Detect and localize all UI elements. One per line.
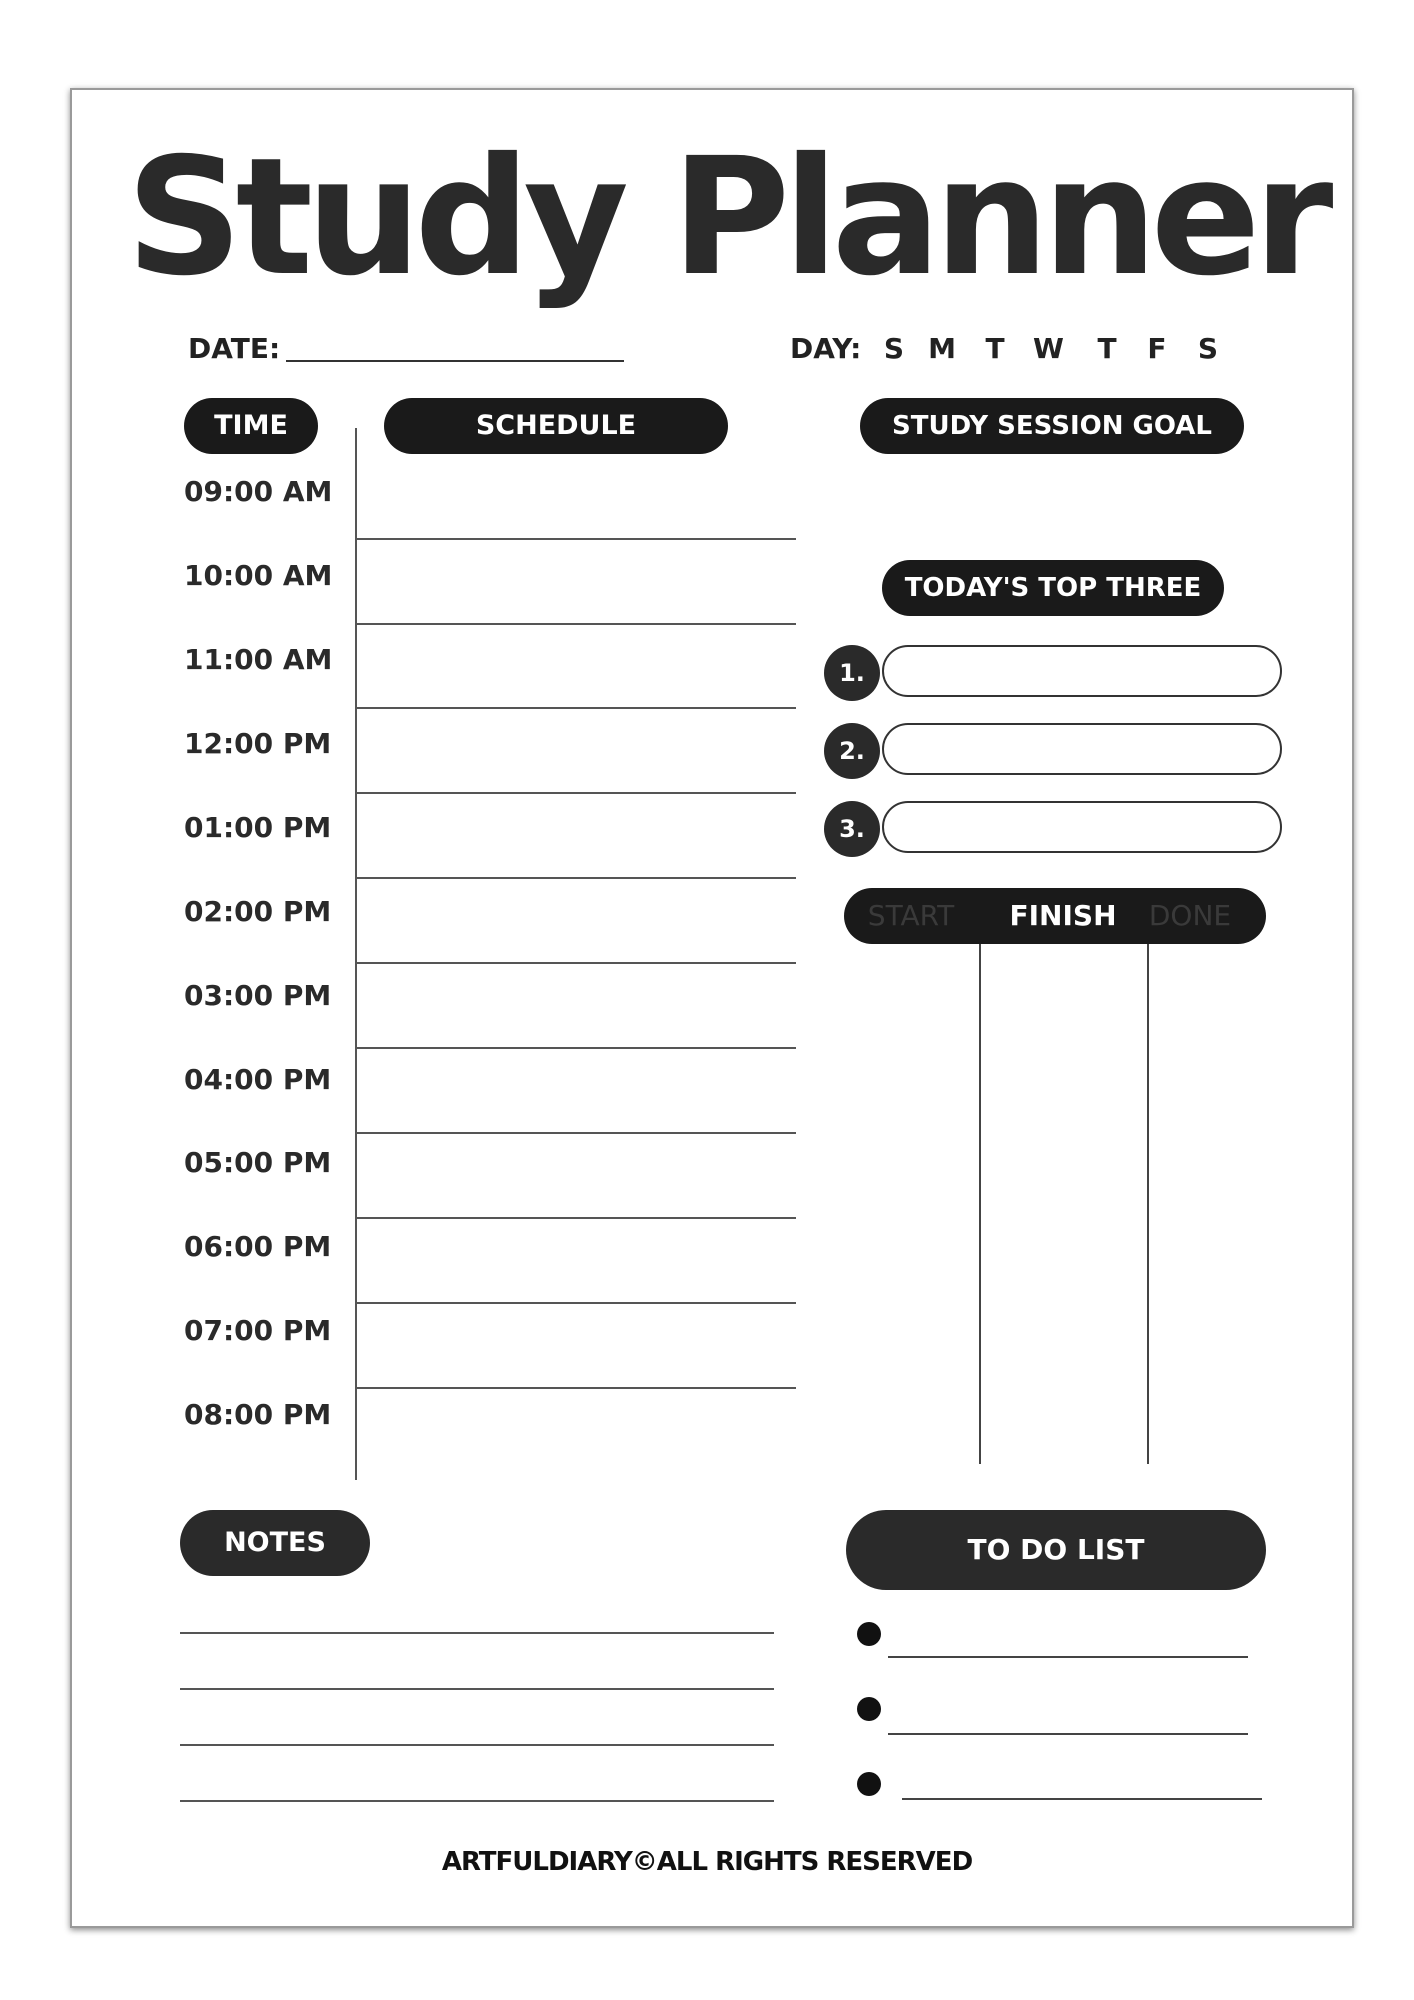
schedule-header: SCHEDULE (384, 398, 728, 454)
time-slot-label: 05:00 PM (184, 1146, 332, 1179)
time-slot-label: 08:00 PM (184, 1398, 332, 1431)
date-field[interactable] (286, 360, 624, 362)
schedule-entry-line[interactable] (356, 707, 796, 709)
schedule-entry-line[interactable] (356, 1132, 796, 1134)
time-slot-label: 11:00 AM (184, 643, 333, 676)
bullet-icon (857, 1772, 881, 1796)
time-slot-label: 02:00 PM (184, 895, 332, 928)
tracker-column-divider (979, 944, 981, 1464)
time-slot-label: 01:00 PM (184, 811, 332, 844)
schedule-entry-line[interactable] (356, 877, 796, 879)
notes-line[interactable] (180, 1744, 774, 1746)
todo-item-line[interactable] (902, 1798, 1262, 1800)
notes-line[interactable] (180, 1688, 774, 1690)
top-three-header: TODAY'S TOP THREE (882, 560, 1224, 616)
schedule-entry-line[interactable] (356, 1217, 796, 1219)
tracker-column-divider (1147, 944, 1149, 1464)
time-slot-label: 09:00 AM (184, 475, 333, 508)
top-three-field-1[interactable] (882, 645, 1282, 697)
schedule-entry-line[interactable] (356, 1387, 796, 1389)
time-slot-label: 04:00 PM (184, 1063, 332, 1096)
time-slot-label: 03:00 PM (184, 979, 332, 1012)
todo-header: TO DO LIST (846, 1510, 1266, 1590)
notes-header: NOTES (180, 1510, 370, 1576)
time-slot-label: 07:00 PM (184, 1314, 332, 1347)
number-badge-3: 3. (824, 801, 880, 857)
bullet-icon (857, 1697, 881, 1721)
schedule-entry-line[interactable] (356, 962, 796, 964)
bullet-icon (857, 1622, 881, 1646)
top-three-field-2[interactable] (882, 723, 1282, 775)
page-title: Study Planner (126, 124, 1327, 312)
schedule-entry-line[interactable] (356, 1047, 796, 1049)
day-label: DAY: (790, 332, 862, 365)
time-slot-label: 12:00 PM (184, 727, 332, 760)
schedule-entry-line[interactable] (356, 623, 796, 625)
top-three-field-3[interactable] (882, 801, 1282, 853)
day-option-saturday[interactable]: S (1197, 332, 1219, 365)
copyright-footer: ARTFULDIARY©ALL RIGHTS RESERVED (441, 1847, 973, 1877)
time-header: TIME (184, 398, 318, 454)
schedule-entry-line[interactable] (356, 538, 796, 540)
todo-item-line[interactable] (888, 1656, 1248, 1658)
todo-item-line[interactable] (888, 1733, 1248, 1735)
schedule-entry-line[interactable] (356, 1302, 796, 1304)
day-option-monday[interactable]: M (928, 332, 956, 365)
day-option-sunday[interactable]: S (883, 332, 905, 365)
time-slot-label: 06:00 PM (184, 1230, 332, 1263)
schedule-entry-line[interactable] (356, 792, 796, 794)
day-option-friday[interactable]: F (1147, 332, 1167, 365)
tracker-done-label: DONE (1148, 899, 1232, 932)
schedule-divider (355, 428, 357, 1480)
study-session-goal-header: STUDY SESSION GOAL (860, 398, 1244, 454)
day-option-tuesday[interactable]: T (985, 332, 1005, 365)
tracker-start-label: START (867, 899, 955, 932)
day-option-thursday[interactable]: T (1097, 332, 1117, 365)
notes-line[interactable] (180, 1632, 774, 1634)
tracker-finish-label: FINISH (1009, 899, 1117, 932)
number-badge-1: 1. (824, 645, 880, 701)
date-label: DATE: (188, 332, 281, 365)
notes-line[interactable] (180, 1800, 774, 1802)
time-slot-label: 10:00 AM (184, 559, 333, 592)
number-badge-2: 2. (824, 723, 880, 779)
day-option-wednesday[interactable]: W (1033, 332, 1064, 365)
